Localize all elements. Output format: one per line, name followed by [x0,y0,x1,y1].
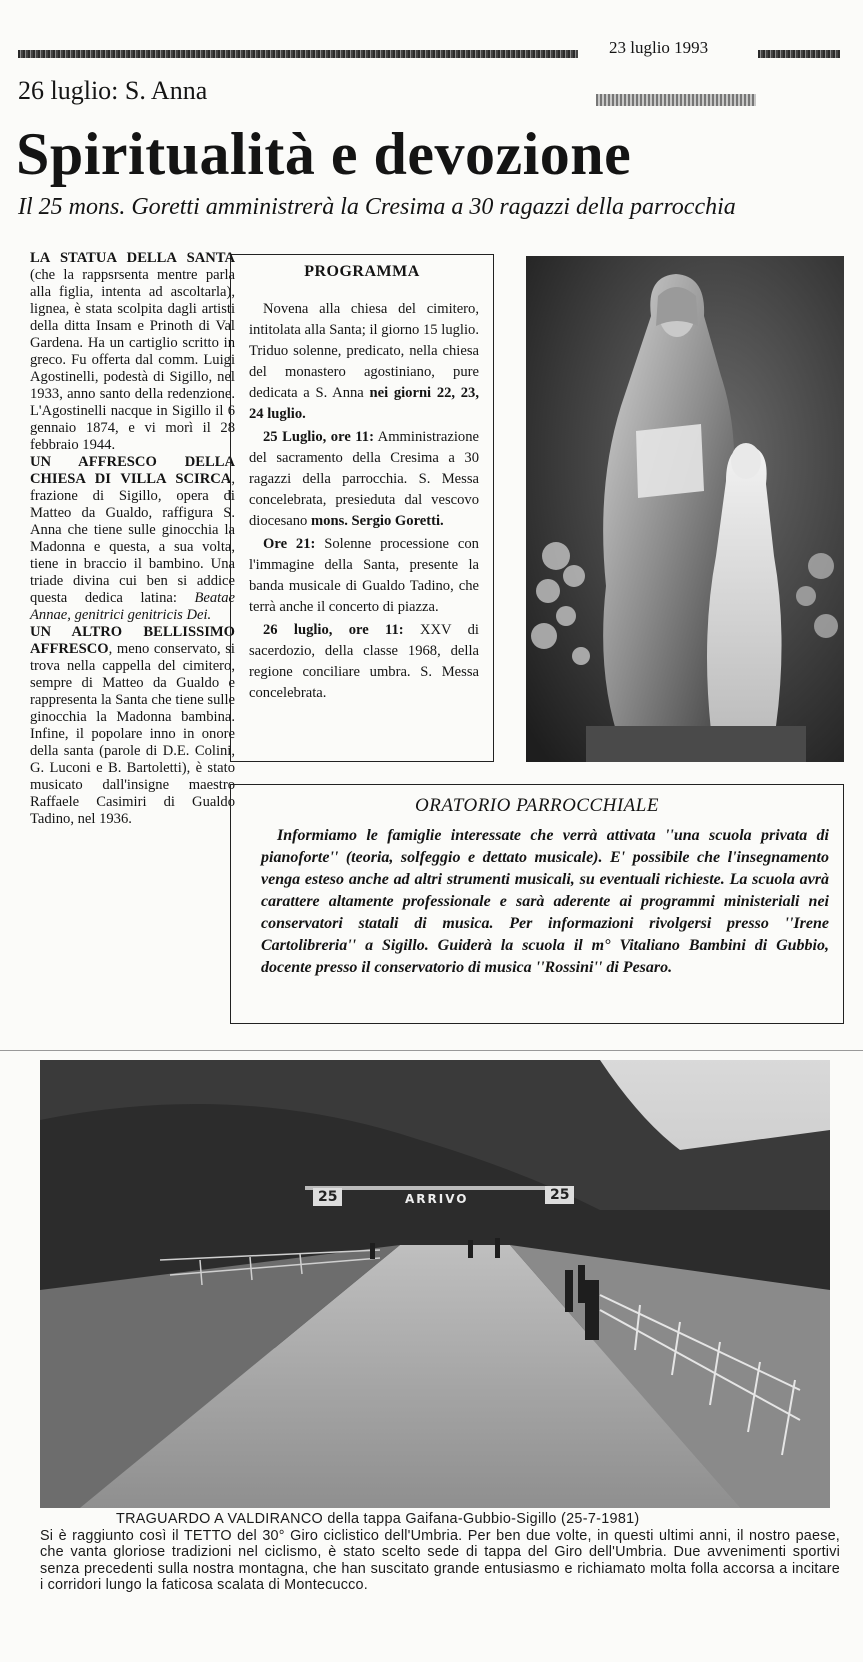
programma-item-sacerdozio [249,620,479,704]
programma-item-processione-time: Ore 21: [263,536,316,552]
photo-caption [40,1511,840,1594]
programma-item-processione-text: Solenne processione con l'immagine della Santa, presente la banda musicale di Gualdo Tadino, che terrà anche il concerto di piazza. [249,536,479,615]
race-finish-illustration [40,1060,830,1508]
caption-text: Si è raggiunto così il TETTO del 30° Giro ciclistico dell'Umbria. Per ben due volte, in questi ultimi anni, il nostro paese, che vanta gloriose tradizioni nel ciclismo, è stato scelto sede di tappa del Giro dell'Umbria. Due avvenimenti sportivi senza precedenti sulla nostra montagna, che han suscitato grande entusiasmo e richiamato molta folla accorsa a incitare i corridori lungo la faticosa scalata di Montecucco. [40,1527,840,1593]
finish-banner: ARRIVO [405,1192,469,1206]
programma-item-sacerdozio-text: XXV di sacerdozio, della classe 1968, della regione conciliare umbra. S. Messa concelebrata. [249,622,479,701]
statue-illustration [526,256,844,762]
lead-statue: LA STATUA DELLA SANTA [30,250,235,266]
separator-line [0,1050,863,1051]
finish-sign-right: 25 [545,1186,574,1204]
text-statue: (che la rappsrsenta mentre parla alla figlia, intenta ad ascoltarla), lignea, è stata scolpita dagli artisti della ditta Insam e Prinoth di Val Gardena. Ha un cartiglio scritto in greco. Fu offerta dal comm. Luigi Agostinelli, podestà di Sigillo, nel 1933, anno santo della redenzione. L'Agostinelli nacque in Sigillo il 6 gennaio 1874, e vi morì il 28 febbraio 1944. [30,267,235,453]
text-second-fresco: , meno conservato, si trova nella cappella del cimitero, sempre di Matteo da Gualdo e rappresenta la Santa che tiene sulle ginocchia la Madonna bambina. Infine, il popolare inno in onore della santa (parole di D.E. Colini, G. Luconi e B. Bartoletti), è stato musicato dall'insigne maestro Raffaele Casimiri di Gualdo Tadino, nel 1936. [30,641,235,827]
programma-item-novena [249,299,479,425]
paragraph-second-fresco [30,624,235,828]
programma-body [231,281,493,704]
programma-item-cresima-bishop: mons. Sergio Goretti. [311,513,444,529]
programma-item-novena-dates: nei giorni 22, 23, 24 luglio. [249,385,479,422]
latin-dedication: Beatae Annae, genitrici genitricis Dei. [30,590,235,623]
programma-item-novena-text: Novena alla chiesa del cimitero, intitolata alla Santa; il giorno 15 luglio. Triduo solenne, predicato, nella chiesa del monastero agostiniano, pure dedicata a S. Anna [249,301,479,401]
masthead-bar-right [758,50,840,58]
programma-box [230,254,494,762]
subheadline: Il 25 mons. Goretti amministrerà la Cresima a 30 ragazzi della parrocchia [18,194,736,220]
masthead-bar-left [18,50,578,58]
caption-title: TRAGUARDO A VALDIRANCO della tappa Gaifana-Gubbio-Sigillo (25-7-1981) [116,1511,640,1527]
programma-item-sacerdozio-time: 26 luglio, ore 11: [263,622,404,638]
race-finish-photo [40,1060,830,1508]
kicker: 26 luglio: S. Anna [18,76,208,105]
oratorio-text: Informiamo le famiglie interessate che verrà attivata ''una scuola privata di pianoforte'' (teoria, solfeggio e dettato musicale). E' possibile che l'insegnamento venga esteso anche ad altri strumenti musicali, su eventuali richieste. La scuola avrà carattere altamente professionale e sarà aderente ai programmi ministeriali nei conservatori statali di musica. Per informazioni rivolgersi presso ''Irene Cartolibreria'' a Sigillo. Guiderà la scuola il m° Vitaliano Bambini di Gubbio, docente presso il conservatorio di musica ''Rossini'' di Pesaro. [261,827,829,976]
decorative-stripe [596,94,756,106]
lead-second-fresco: UN ALTRO BELLISSIMO AFFRESCO [30,624,235,657]
programma-item-processione [249,534,479,618]
paragraph-statue [30,250,235,454]
lead-fresco-villa-scirca: UN AFFRESCO DELLA CHIESA DI VILLA SCIRCA [30,454,235,487]
paragraph-fresco-villa-scirca [30,454,235,624]
oratorio-box [230,784,844,1024]
headline: Spiritualità e devozione [16,121,632,187]
left-column-article [30,250,235,828]
oratorio-title: ORATORIO PARROCCHIALE [415,795,659,816]
programma-item-cresima-time: 25 Luglio, ore 11: [263,429,374,445]
programma-item-cresima [249,427,479,532]
issue-date: 23 luglio 1993 [606,38,711,58]
programma-item-cresima-text: Amministrazione del sacramento della Cresima a 30 ragazzi della parrocchia. S. Messa concelebrata, presieduta dal vescovo diocesano [249,429,479,529]
masthead-strip [18,38,840,62]
finish-sign-left: 25 [313,1188,342,1206]
text-fresco-villa-scirca: , frazione di Sigillo, opera di Matteo da Gualdo, raffigura S. Anna che tiene sulle ginocchia la Madonna e questa, a sua volta, tiene in braccio il bambino. Una triade divina cui ben si addice questa dedica latina: [30,471,235,606]
statue-photo [526,256,844,762]
programma-title: PROGRAMMA [304,263,420,280]
